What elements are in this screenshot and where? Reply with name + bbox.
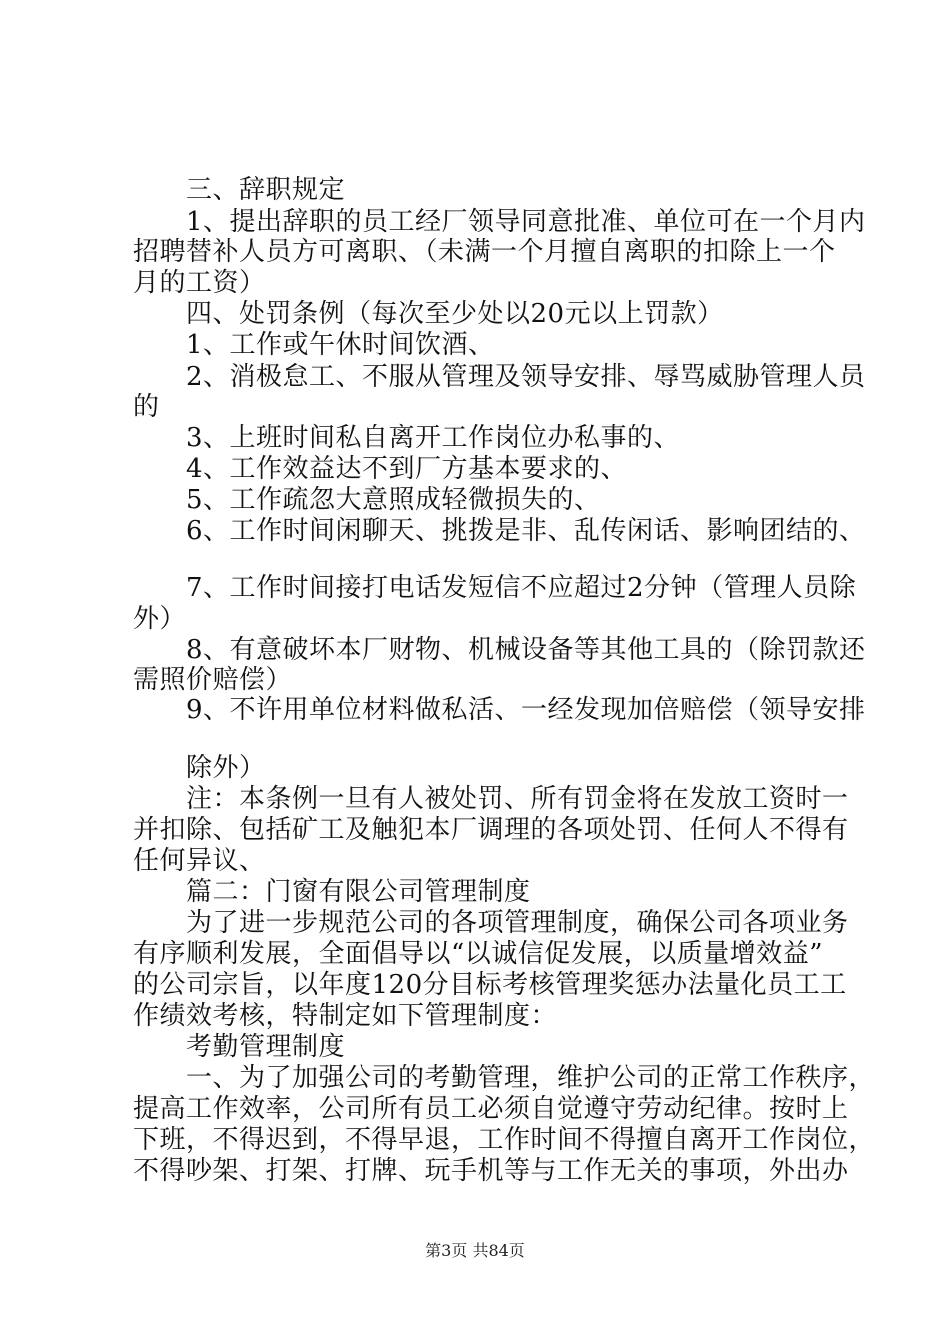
note-line: 并扣除、包括矿工及触犯本厂调理的各项处罚、任何人不得有: [133, 815, 849, 845]
heading-resignation: 三、辞职规定: [133, 175, 346, 205]
heading-penalties: 四、处罚条例（每次至少处以20元以上罚款）: [133, 299, 724, 329]
text-line: 1、提出辞职的员工经厂领导同意批准、单位可在一个月内: [133, 207, 866, 237]
section-title: 篇二：门窗有限公司管理制度: [133, 877, 531, 907]
note-line: 注：本条例一旦有人被处罚、所有罚金将在发放工资时一: [133, 784, 849, 814]
text-line: 的公司宗旨，以年度120分目标考核管理奖惩办法量化员工工: [133, 970, 847, 1000]
text-line: 外）: [133, 604, 187, 634]
text-line: 需照价赔偿）: [133, 665, 293, 695]
text-line: 不得吵架、打架、打牌、玩手机等与工作无关的事项，外出办: [133, 1156, 849, 1186]
text-line: 8、有意破坏本厂财物、机械设备等其他工具的（除罚款还: [133, 635, 866, 665]
page-number: 第3页 共84页: [425, 1241, 525, 1260]
text-line: 有序顺利发展，全面倡导以“以诚信促发展，以质量增效益”: [133, 939, 824, 969]
text-line: 提高工作效率，公司所有员工必须自觉遵守劳动纪律。按时上: [133, 1094, 849, 1124]
text-line: 招聘替补人员方可离职、（未满一个月擅自离职的扣除上一个: [133, 237, 836, 267]
text-line: 下班，不得迟到，不得早退，工作时间不得擅自离开工作岗位，: [133, 1125, 876, 1155]
text-line: 2、消极怠工、不服从管理及领导安排、辱骂威胁管理人员: [133, 362, 866, 392]
text-line: 9、不许用单位材料做私活、一经发现加倍赔偿（领导安排: [133, 695, 866, 725]
note-line: 任何异议、: [133, 846, 266, 876]
text-line: 7、工作时间接打电话发短信不应超过2分钟（管理人员除: [133, 573, 857, 603]
text-line: 4、工作效益达不到厂方基本要求的、: [133, 454, 628, 484]
text-line: 一、为了加强公司的考勤管理，维护公司的正常工作秩序，: [133, 1063, 876, 1093]
text-line: 6、工作时间闲聊天、挑拨是非、乱传闲话、影响团结的、: [133, 516, 866, 546]
text-line: 1、工作或午休时间饮酒、: [133, 330, 495, 360]
text-line: 3、上班时间私自离开工作岗位办私事的、: [133, 423, 681, 453]
text-line: 的: [133, 392, 160, 422]
text-line: 除外）: [133, 753, 266, 783]
text-line: 作绩效考核，特制定如下管理制度：: [133, 1001, 558, 1031]
text-line: 为了进一步规范公司的各项管理制度，确保公司各项业务: [133, 908, 849, 938]
text-line: 5、工作疏忽大意照成轻微损失的、: [133, 485, 601, 515]
subsection-title: 考勤管理制度: [133, 1032, 346, 1062]
text-line: 月的工资）: [133, 268, 266, 298]
